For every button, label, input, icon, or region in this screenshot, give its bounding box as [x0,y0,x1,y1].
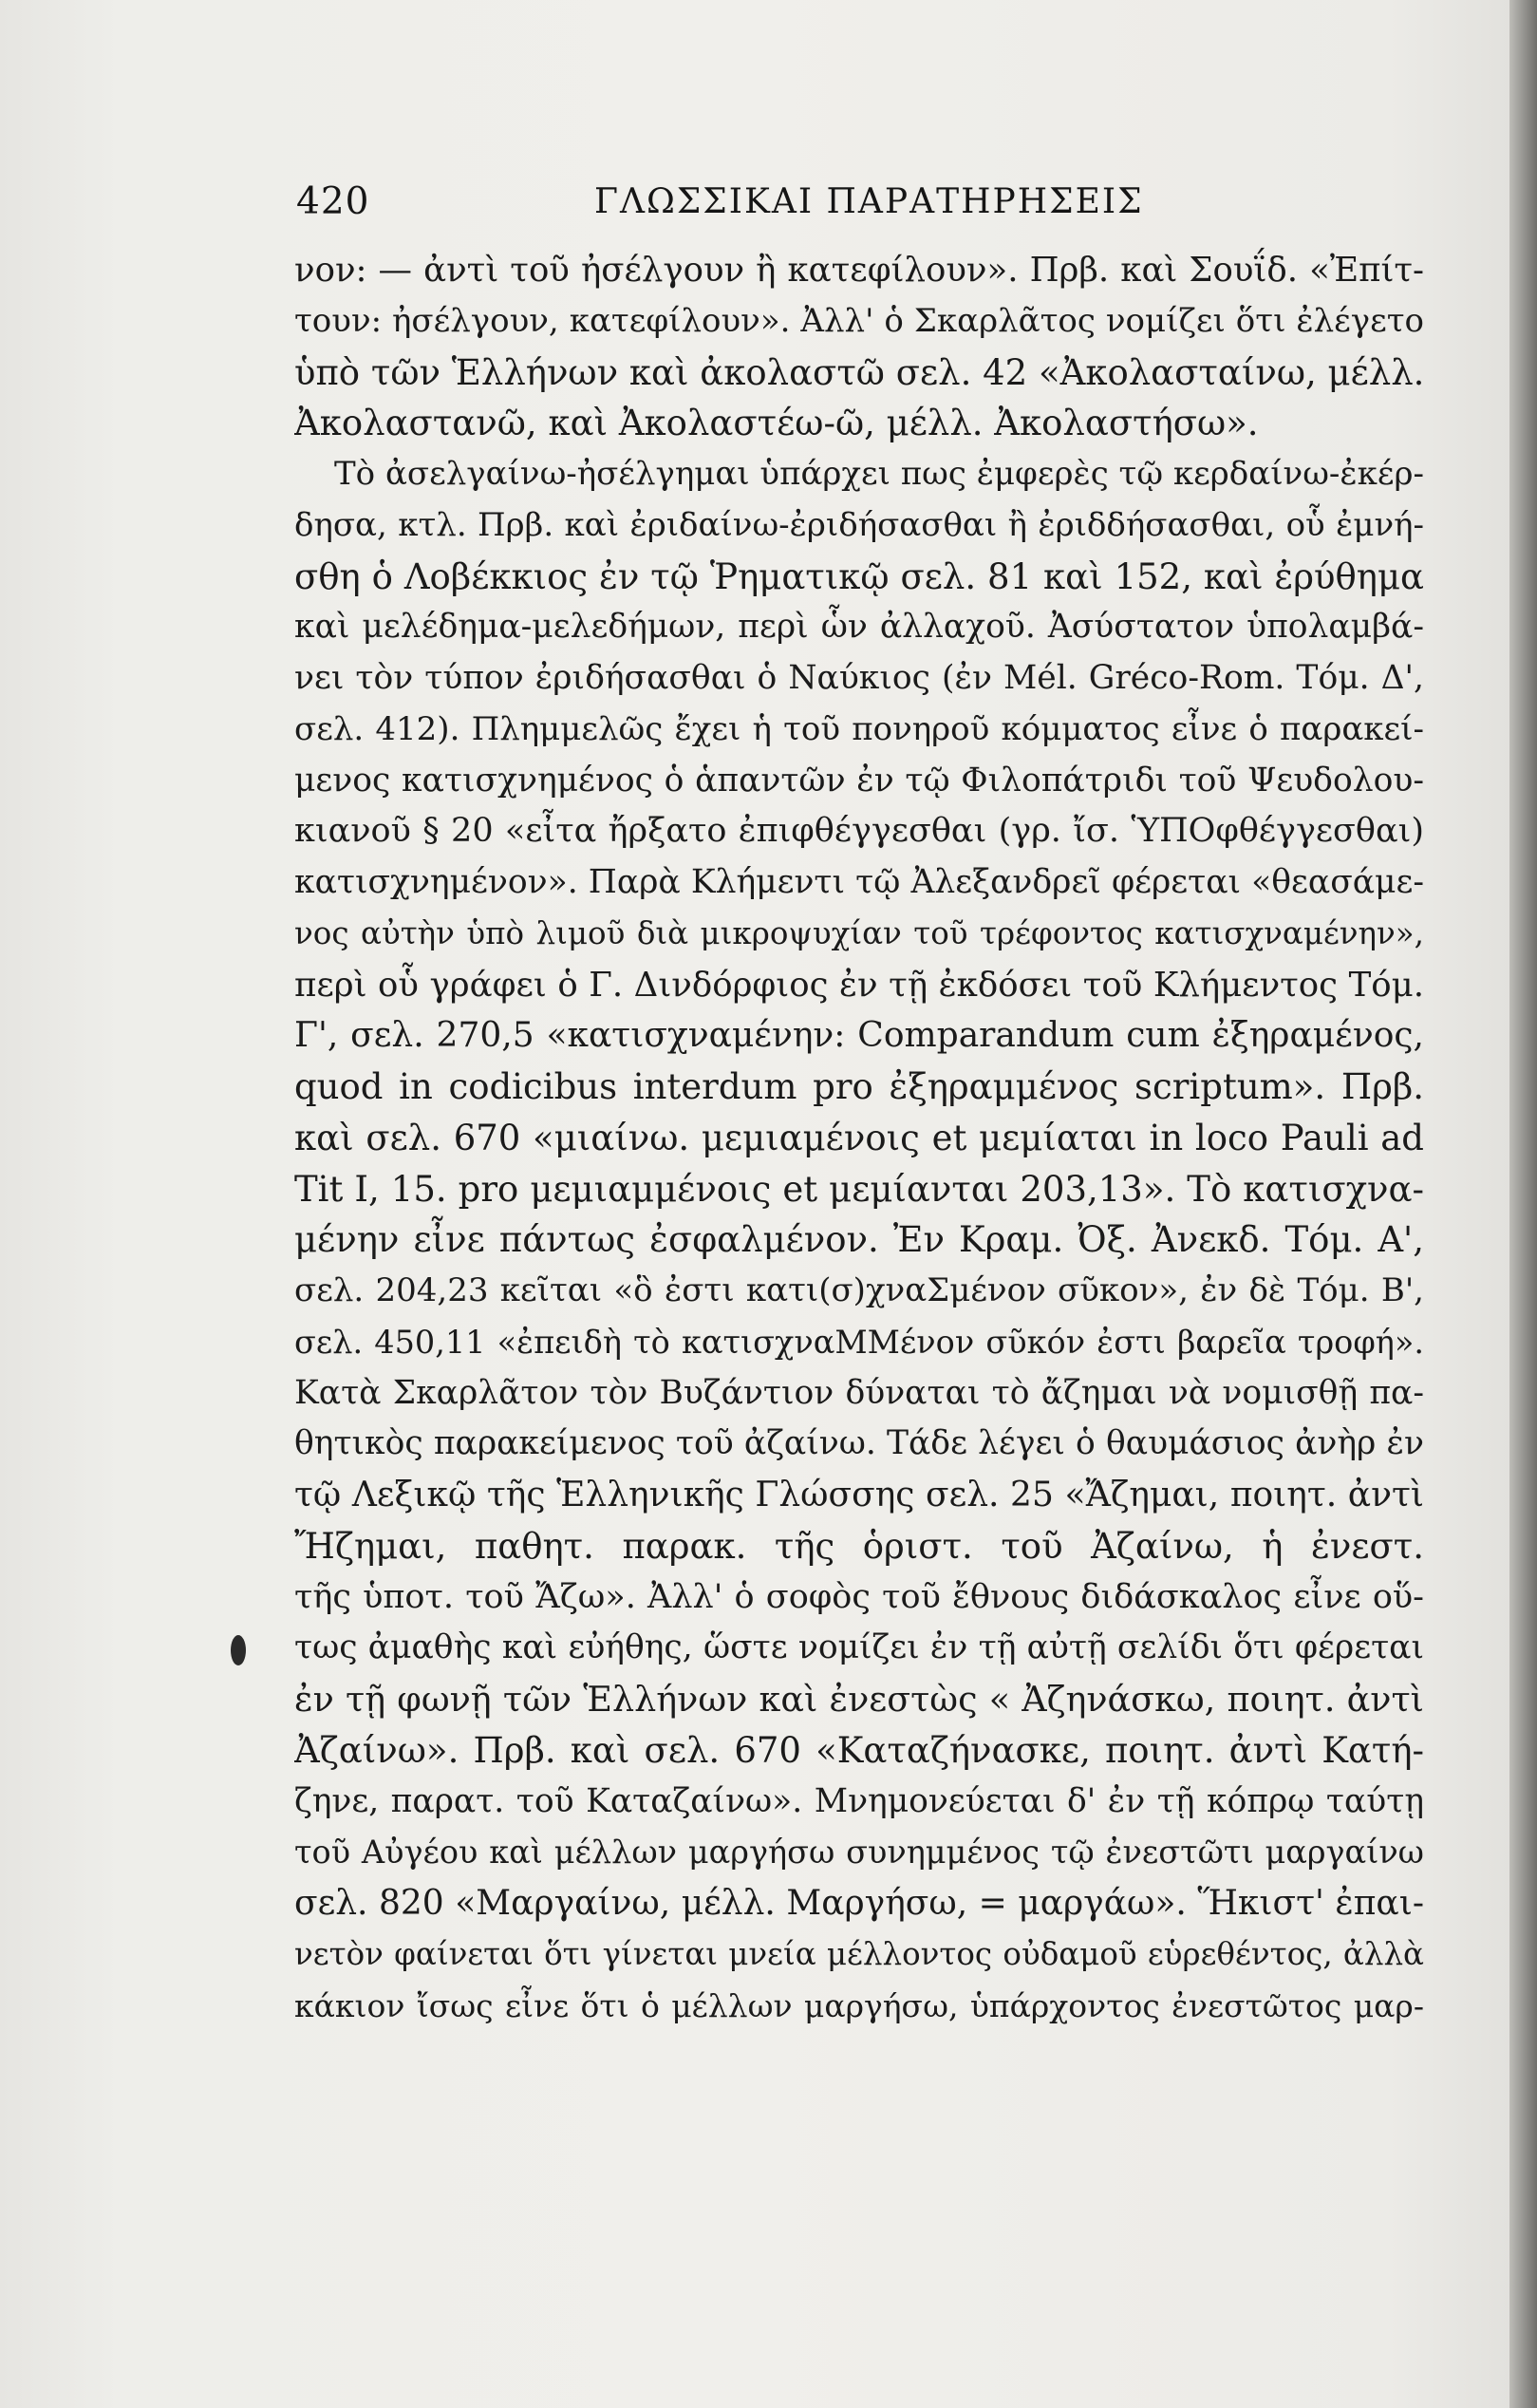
text-line: νος αὐτὴν ὑπὸ λιμοῦ διὰ μικροψυχίαν τοῦ τρέφοντος κατισχναμένην», [294,914,1424,951]
text-line: δησα, κτλ. Πρβ. καὶ ἐριδαίνω-ἐριδήσασθαι ἢ ἐριδδήσασθαι, οὗ ἐμνή- [294,505,1424,544]
text-line: Ἤζημαι, παθητ. παρακ. τῆς ὁριστ. τοῦ Ἀζαίνω, ἡ ἐνεστ. [294,1525,1424,1567]
text-line: Ἀζαίνω». Πρβ. καὶ σελ. 670 «Καταζήνασκε, ποιητ. ἀντὶ Κατή- [294,1729,1424,1771]
text-line: μενος κατισχνημένος ὁ ἁπαντῶν ἐν τῷ Φιλοπάτριδι τοῦ Ψευδολου- [294,761,1424,800]
text-line: σελ. 412). Πλημμελῶς ἔχει ἡ τοῦ πονηροῦ κόμματος εἶνε ὁ παρακεί- [294,709,1424,748]
text-line: quod in codicibus interdum pro ἐξηραμμένος scriptum». Πρβ. [294,1066,1424,1107]
text-line: ζηνε, παρατ. τοῦ Καταζαίνω». Μνημονεύεται δ' ἐν τῇ κόπρῳ ταύτῃ [294,1781,1424,1820]
page-number: 420 [296,180,370,223]
text-line: τῷ Λεξικῷ τῆς Ἑλληνικῆς Γλώσσης σελ. 25 «Ἄζημαι, ποιητ. ἀντὶ [294,1476,1424,1514]
text-line: Ἀκολαστανῶ, καὶ Ἀκολαστέω-ῶ, μέλλ. Ἀκολαστήσω». [294,403,1259,444]
text-line: Κατὰ Σκαρλᾶτον τὸν Βυζάντιον δύναται τὸ ἄζημαι νὰ νομισθῇ πα- [294,1373,1424,1412]
text-line: κατισχνημένον». Παρὰ Κλήμεντι τῷ Ἀλεξανδρεῖ φέρεται «θεασάμε- [294,863,1424,901]
body-text [294,245,1424,2031]
text-line: νετὸν φαίνεται ὅτι γίνεται μνεία μέλλοντος οὐδαμοῦ εὑρεθέντος, ἀλλὰ [294,1935,1424,1972]
ink-blot-mark [231,1635,246,1665]
text-line: τως ἀμαθὴς καὶ εὐήθης, ὥστε νομίζει ἐν τῇ αὐτῇ σελίδι ὅτι φέρεται [294,1628,1424,1667]
text-line: Tit I, 15. pro μεμιαμμένοις et μεμίανται 203,13». Τὸ κατισχνα- [294,1168,1424,1210]
text-line: τουν: ἠσέλγουν, κατεφίλουν». Ἀλλ' ὁ Σκαρλᾶτος νομίζει ὅτι ἐλέγετο [294,301,1424,340]
text-line: ἐν τῇ φωνῇ τῶν Ἑλλήνων καὶ ἐνεστὼς « Ἀζηνάσκω, ποιητ. ἀντὶ [294,1679,1424,1720]
running-title: ΓΛΩΣΣΙΚΑΙ ΠΑΡΑΤΗΡΗΣΕΙΣ [594,182,1144,221]
text-line: τῆς ὑποτ. τοῦ Ἄζω». Ἀλλ' ὁ σοφὸς τοῦ ἔθνους διδάσκαλος εἶνε οὕ- [294,1577,1424,1616]
scan-page-edge [1509,0,1537,2408]
text-line: νον: — ἀντὶ τοῦ ἠσέλγουν ἢ κατεφίλουν». Πρβ. καὶ Σουΐδ. «Ἐπίτ- [294,251,1424,290]
text-line: σελ. 820 «Μαργαίνω, μέλλ. Μαργήσω, = μαργάω». Ἥκιστ' ἐπαι- [294,1884,1424,1923]
text-line: τοῦ Αὐγέου καὶ μέλλων μαργήσω συνημμένος τῷ ἐνεστῶτι μαργαίνω [294,1834,1424,1872]
text-line: σθη ὁ Λοβέκκιος ἐν τῷ Ῥηματικῷ σελ. 81 καὶ 152, καὶ ἐρύθημα [294,555,1424,597]
text-line: περὶ οὗ γράφει ὁ Γ. Δινδόρφιος ἐν τῇ ἐκδόσει τοῦ Κλήμεντος Τόμ. [294,965,1424,1005]
text-line: θητικὸς παρακείμενος τοῦ ἀζαίνω. Τάδε λέγει ὁ θαυμάσιος ἀνὴρ ἐν [294,1424,1424,1463]
text-line: κιανοῦ § 20 «εἶτα ἤρξατο ἐπιφθέγγεσθαι (γρ. ἴσ. ὙΠΟφθέγγεσθαι) [294,812,1424,851]
text-line: σελ. 450,11 «ἐπειδὴ τὸ κατισχναΜΜένον σῦκόν ἐστι βαρεῖα τροφή». [294,1323,1424,1361]
text-line: Τὸ ἀσελγαίνω-ἠσέλγημαι ὑπάρχει πως ἐμφερὲς τῷ κερδαίνω-ἐκέρ- [334,455,1424,493]
text-line: Γ', σελ. 270,5 «κατισχναμένην: Comparandum cum ἐξηραμένος, [294,1016,1424,1056]
text-line: καὶ μελέδημα-μελεδήμων, περὶ ὧν ἀλλαχοῦ. Ἀσύστατον ὑπολαμβά- [294,608,1424,647]
text-line: σελ. 204,23 κεῖται «ὃ ἐστι κατι(σ)χναΣμένον σῦκον», ἐν δὲ Τόμ. Β', [294,1271,1424,1309]
text-line: ὑπὸ τῶν Ἑλλήνων καὶ ἀκολαστῶ σελ. 42 «Ἀκολασταίνω, μέλλ. [294,351,1424,393]
text-line: κάκιον ἴσως εἶνε ὅτι ὁ μέλλων μαργήσω, ὑπάρχοντος ἐνεστῶτος μαρ- [294,1986,1424,2024]
text-line: νει τὸν τύπον ἐριδήσασθαι ὁ Ναύκιος (ἐν Mél. Gréco-Rom. Τόμ. Δ', [294,659,1424,697]
running-head [296,180,1445,228]
text-line: μένην εἶνε πάντως ἐσφαλμένον. Ἐν Κραμ. Ὀξ. Ἀνεκδ. Τόμ. Α', [294,1219,1424,1261]
text-line: καὶ σελ. 670 «μιαίνω. μεμιαμένοις et μεμίαται in loco Pauli ad [294,1117,1424,1158]
